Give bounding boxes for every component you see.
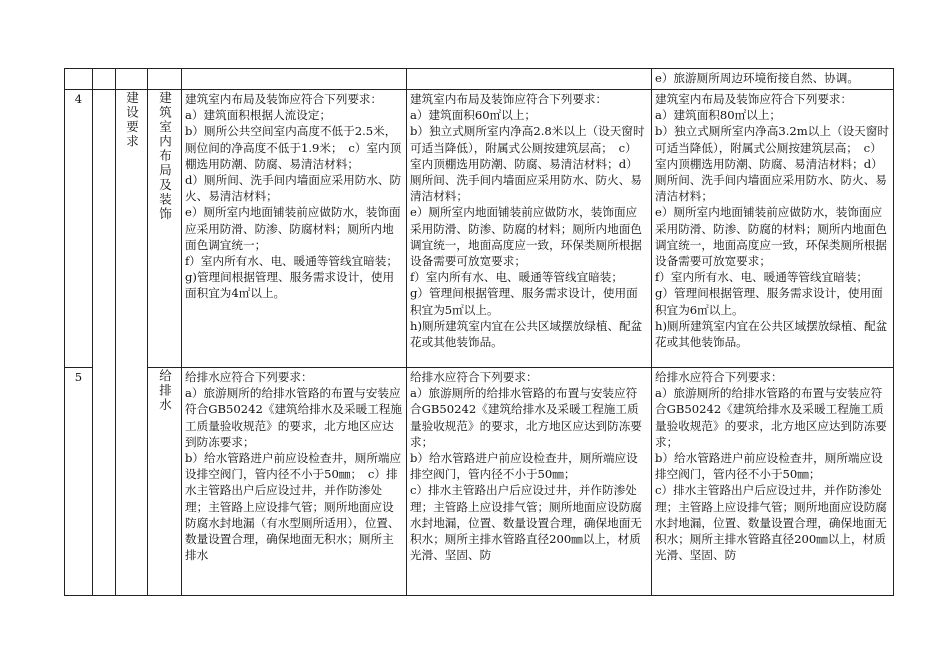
requirement-text: 建筑室内布局及装饰应符合下列要求： [655,92,853,106]
item-label: 建筑室内布局及装饰 [157,91,173,222]
category-cell [116,90,148,596]
item-cell [148,90,182,368]
level-1-cell [182,368,407,596]
requirement-text: c）排水主管路出户后应设过井，并作防渗处理；主管路上应设排气管；厕所地面应设防腐水封地漏，位置、数量设置合理，确保地面无积水；厕所主排水管路直径200㎜以上，材质光滑、坚固、防 [655,483,887,563]
item-label: 给排水 [157,369,173,413]
requirement-text: g）管理间根据管理、服务需求设计，使用面积宜为5㎡以上。 [410,286,638,317]
category-cell [116,69,148,90]
requirement-text: e）厕所室内地面铺装前应做防水，装饰面应采用防滑、防渗、防腐材料；厕所内地面色调宜统一； [185,205,401,252]
requirement-text: 给排水应符合下列要求： [655,370,783,384]
row-number-cell: 5 [65,368,93,596]
category-label: 建设要求 [124,91,140,149]
requirement-text: a）建筑面积60㎡以上； [410,108,537,123]
requirement-text: b）厕所公共空间室内高度不低于2.5米，厕位间的净高度不低于1.9米； c）室内顶棚选用防潮、防腐、易清洁材料； [185,124,402,171]
requirement-text: g）管理间根据管理、服务需求设计，使用面积宜为6㎡以上。 [655,286,883,317]
requirement-text: e）旅游厕所周边环境衔接自然、协调。 [655,71,859,85]
item-cell [148,368,182,596]
requirement-text: 建筑室内布局及装饰应符合下列要求： [185,92,383,106]
requirement-text: c）排水主管路出户后应设过井，并作防渗处理；主管路上应设排气管；厕所地面应设防腐水封地漏，位置、数量设置合理，确保地面无积水；厕所主排水管路直径200㎜以上，材质光滑、坚固、防 [410,483,642,563]
requirement-text: a）旅游厕所的给排水管路的布置与安装应符合GB50242《建筑给排水及采暖工程施工质量验收规范》的要求，北方地区应达到防冻要求； [655,386,887,449]
blank-cell [93,90,116,596]
level-2-cell [407,69,652,90]
table-row [65,368,894,596]
requirement-text: b）给水管路进户前应设检查井，厕所端应设排空阀门，管内径不小于50㎜； c）排水主管路出户后应设过井，并作防渗处理；主管路上应设排气管；厕所地面应设防腐水封地漏（有水型厕所适用），位置、数量设置合理，确保地面无积水；厕所主排水 [185,451,402,563]
requirement-text: b）给水管路进户前应设检查井，厕所端应设排空阀门，管内径不小于50㎜； [655,451,883,482]
requirement-text: f）室内所有水、电、暖通等管线宜暗装； [410,270,623,285]
blank-cell [93,69,116,90]
row-number-cell: 4 [65,90,93,368]
requirement-text: f）室内所有水、电、暖通等管线宜暗装； [655,270,868,285]
level-2-cell [407,90,652,368]
level-3-cell [652,368,894,596]
requirement-text: e）厕所室内地面铺装前应做防水，装饰面应采用防滑、防渗、防腐的材料；厕所内地面色调宜统一，地面高度应一致，环保类厕所根据设备需要可放宽要求； [655,205,887,269]
requirement-text: d）厕所间、洗手间内墙面应采用防水、防火、易清洁材料； [185,173,402,204]
level-3-cell [652,69,894,90]
requirement-text: 建筑室内布局及装饰应符合下列要求： [410,92,608,106]
requirement-text: a）建筑面积根据人流设定； [185,108,332,123]
table-row [65,90,894,368]
table-row [65,69,894,90]
level-3-cell [652,90,894,368]
requirement-text: 给排水应符合下列要求： [185,370,313,384]
requirement-text: b）独立式厕所室内净高3.2m以上（设天窗时可适当降低），附属式公厕按建筑层高； c）室内顶棚选用防潮、防腐、易清洁材料；d）厕所间、洗手间内墙面应采用防水、防火、易清洁材料； [655,124,889,204]
standards-table [64,68,894,596]
requirement-text: a）旅游厕所的给排水管路的布置与安装应符合GB50242《建筑给排水及采暖工程施工质量验收规范》的要求，北方地区应达到防冻要求； [185,386,402,449]
requirement-text: 给排水应符合下列要求： [410,370,538,384]
requirement-text: g)管理间根据管理、服务需求设计，使用面积宜为4㎡以上。 [185,270,395,301]
requirement-text: b）给水管路进户前应设检查井，厕所端应设排空阀门，管内径不小于50㎜； [410,451,638,482]
item-cell [148,69,182,90]
requirement-text: h)厕所建筑室内宜在公共区域摆放绿植、配盆花或其他装饰品。 [655,318,888,350]
requirement-text: f）室内所有水、电、暖通等管线宜暗装； [185,254,398,269]
requirement-text: a）建筑面积80㎡以上； [655,108,782,123]
level-1-cell [182,69,407,90]
requirement-text: h)厕所建筑室内宜在公共区域摆放绿植、配盆花或其他装饰品。 [410,318,643,350]
requirement-text: b）独立式厕所室内净高2.8米以上（设天窗时可适当降低），附属式公厕按建筑层高； c）室内顶棚选用防潮、防腐、易清洁材料；d）厕所间、洗手间内墙面应采用防水、防火、易清洁材料； [410,124,645,204]
requirement-text: a）旅游厕所的给排水管路的布置与安装应符合GB50242《建筑给排水及采暖工程施工质量验收规范》的要求，北方地区应达到防冻要求； [410,386,642,449]
requirement-text: e）厕所室内地面铺装前应做防水，装饰面应采用防滑、防渗、防腐的材料；厕所内地面色调宜统一，地面高度应一致，环保类厕所根据设备需要可放宽要求； [410,205,642,269]
level-2-cell [407,368,652,596]
level-1-cell [182,90,407,368]
row-number-cell [65,69,93,90]
